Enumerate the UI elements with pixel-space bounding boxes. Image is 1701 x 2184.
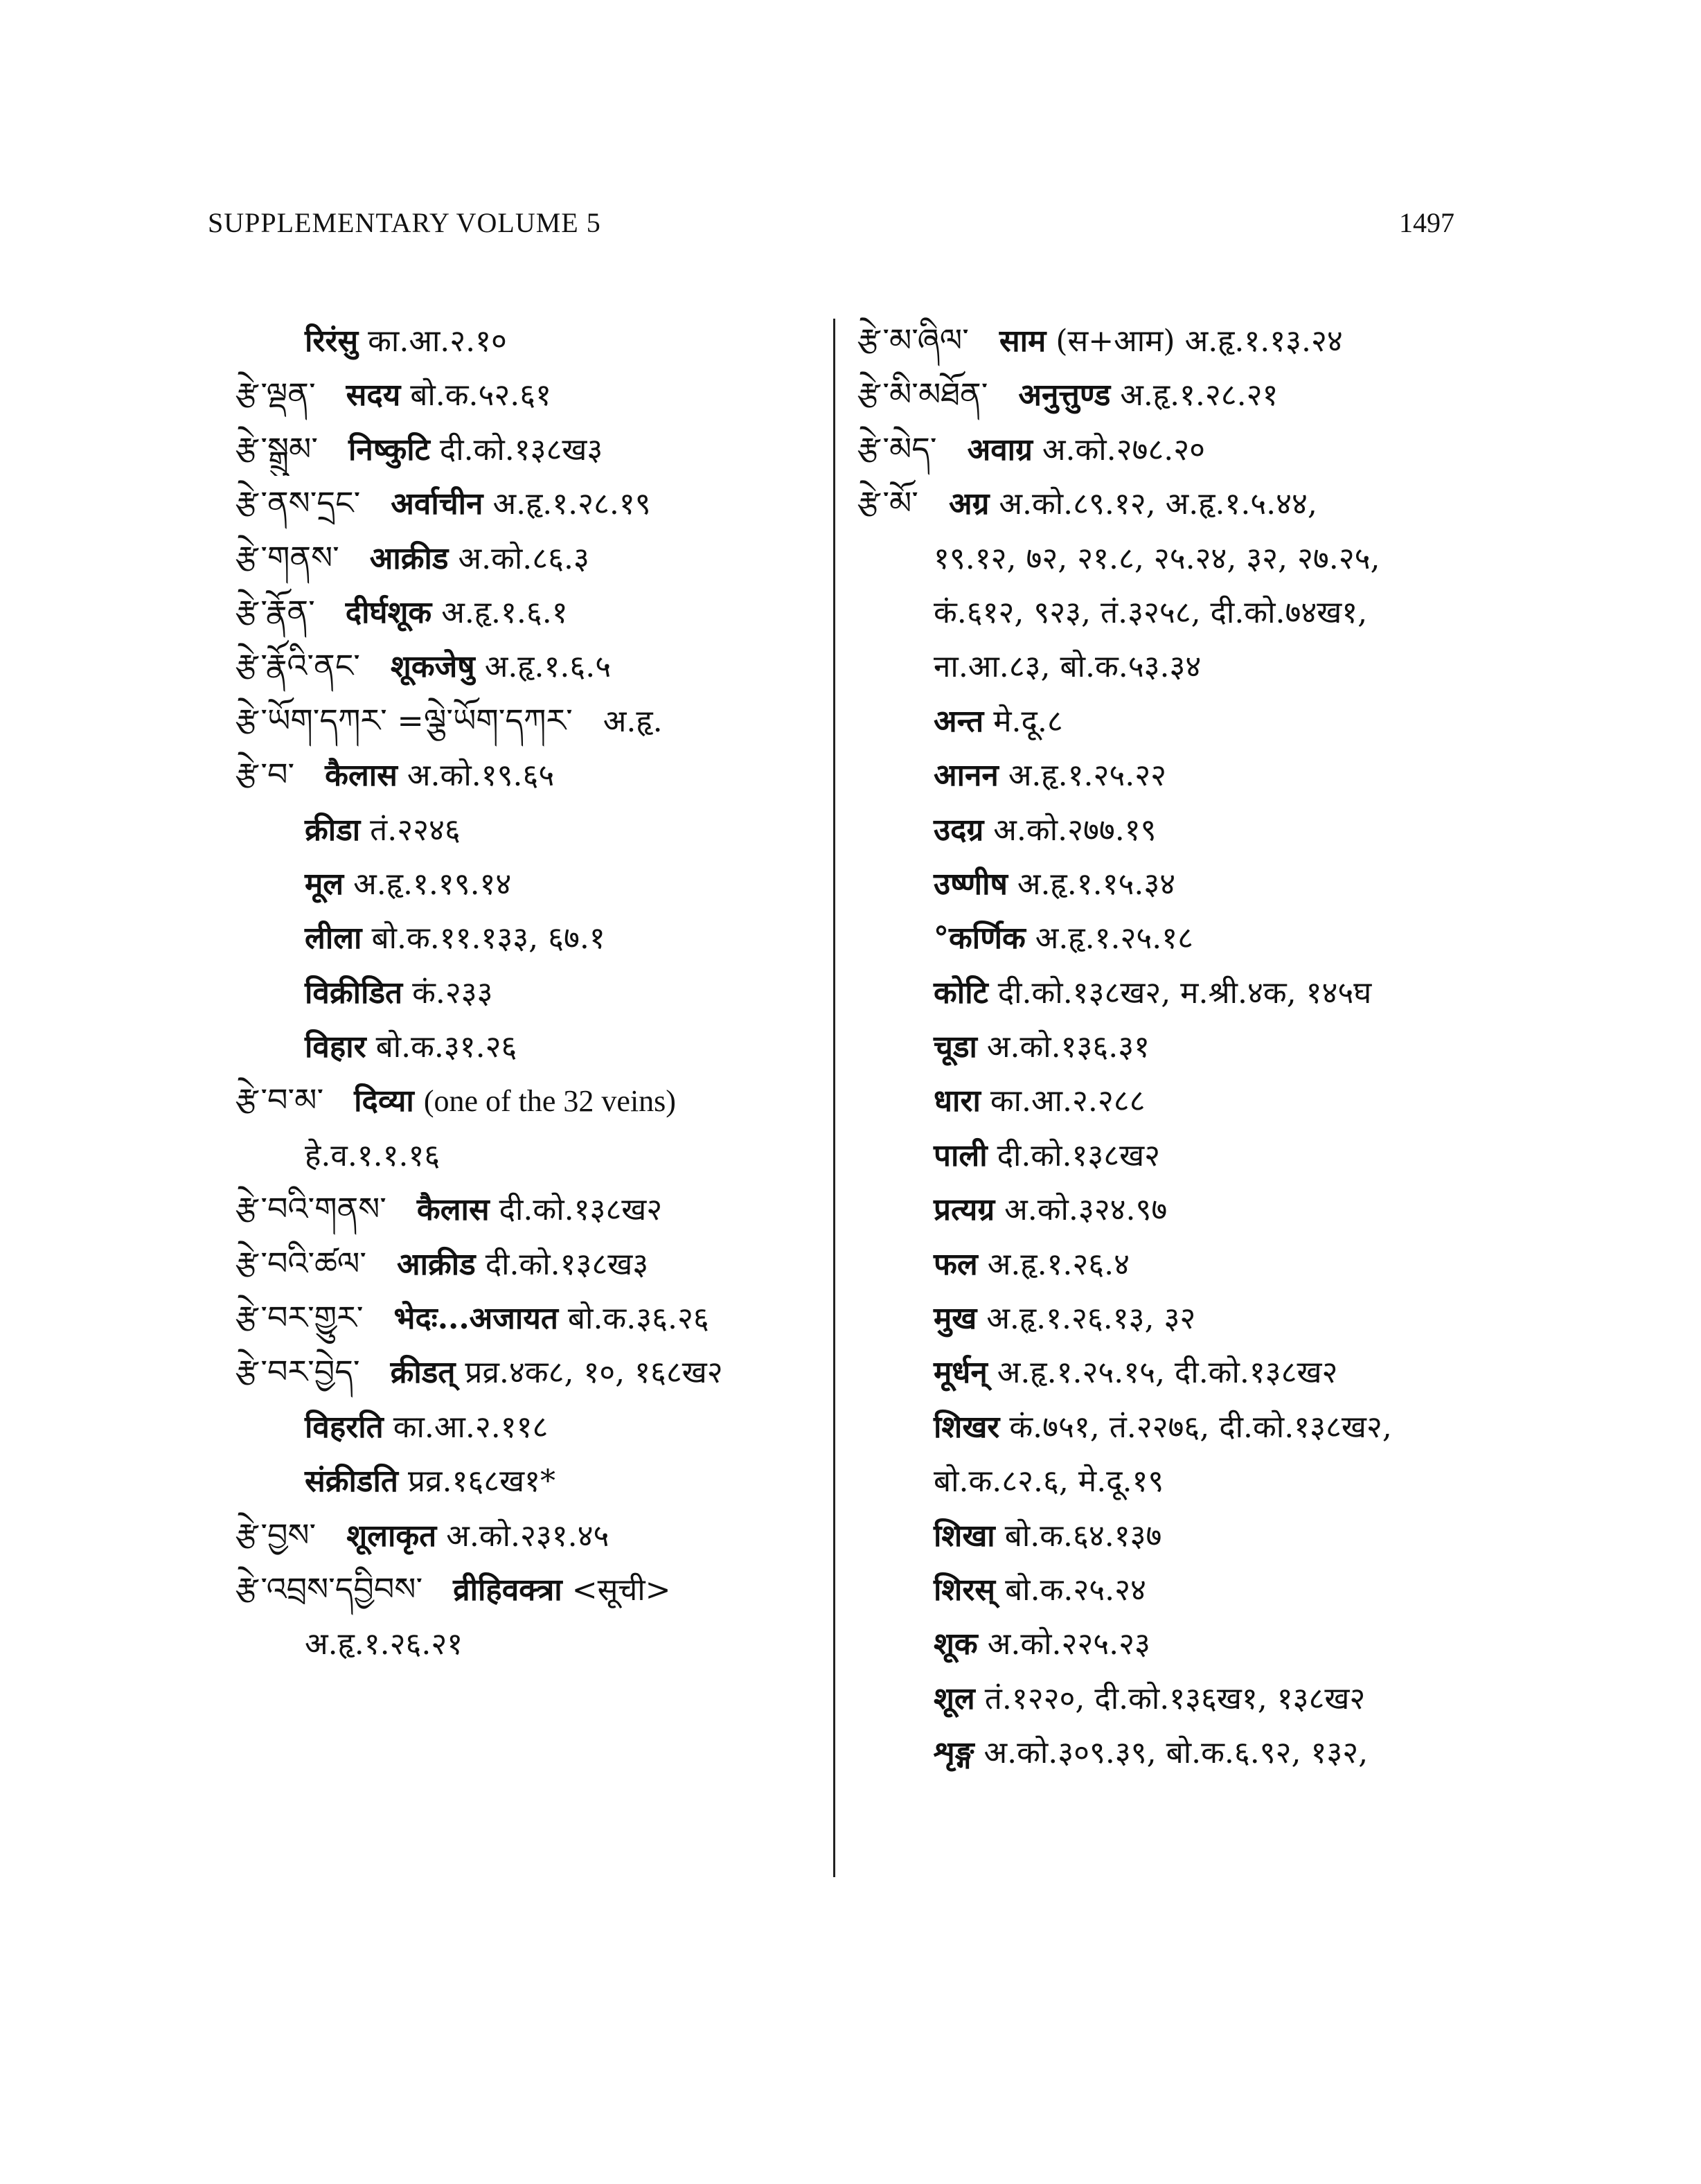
source-references: (स+आम) अ.हृ.१.१३.२४ — [1056, 323, 1343, 359]
tibetan-headword: རྩེ་སྒྲུམ་ — [235, 429, 319, 468]
dictionary-line — [857, 1344, 1647, 1399]
page-number: 1497 — [1399, 207, 1454, 238]
source-references: अ.हृ.१.१५.३४ — [1017, 866, 1176, 902]
sanskrit-equivalent: मूर्धन् — [934, 1355, 988, 1391]
dictionary-line — [235, 965, 817, 1019]
sanskrit-equivalent: शूल — [934, 1680, 975, 1716]
source-references: तं.२२४६ — [370, 812, 461, 848]
sanskrit-equivalent: शूकजेषु — [390, 649, 475, 685]
right-column — [857, 313, 1647, 1779]
source-references: अ.हृ.१.२८.२१ — [1120, 378, 1279, 414]
source-references: दी.को.१३८ख२, म.श्री.४क, १४५घ — [997, 975, 1372, 1011]
column-divider — [833, 319, 835, 1877]
tibetan-headword: རྩེ་མེད་ — [857, 429, 937, 468]
source-references: <सूची> — [571, 1572, 671, 1608]
dictionary-line — [857, 856, 1647, 910]
tibetan-headword: རྩེ་འབྲས་དབྱིབས་ — [235, 1570, 423, 1608]
source-references: का.आ.२.१० — [368, 323, 507, 359]
dictionary-line — [857, 1019, 1647, 1073]
sanskrit-equivalent: विहार — [305, 1029, 366, 1065]
source-references: दी.को.१३८ख२ — [997, 1137, 1161, 1173]
tibetan-headword: རྩེ་ལྡན་ — [235, 375, 316, 414]
sanskrit-equivalent: मुख — [934, 1301, 977, 1337]
source-references: अ.को.३२४.९७ — [1004, 1192, 1168, 1228]
sanskrit-equivalent: अग्र — [948, 486, 990, 522]
dictionary-line — [235, 1019, 817, 1073]
source-references: प्रव्र.४क८, १०, १६८ख२ — [465, 1355, 723, 1391]
source-references: अ.हृ.१.२८.१९ — [492, 486, 651, 522]
sanskrit-equivalent: पाली — [934, 1137, 988, 1173]
source-references: १९.१२, ७२, २१.८, २५.२४, ३२, २७.२५, — [934, 540, 1380, 576]
source-references: बो.क.३१.२६ — [375, 1029, 517, 1065]
sanskrit-equivalent: विक्रीडित — [305, 975, 403, 1011]
dictionary-line — [857, 802, 1647, 856]
source-references: अ.हृ.१.६.१ — [441, 594, 568, 630]
source-references: बो.क.५२.६१ — [410, 378, 552, 414]
source-references: बो.क.६४.१३७ — [1004, 1518, 1162, 1554]
dictionary-line — [235, 1182, 817, 1236]
source-references: कं.७५१, तं.२२७६, दी.को.१३८ख२, — [1009, 1409, 1392, 1445]
dictionary-line — [235, 1290, 817, 1344]
tibetan-headword: རྩེ་བའི་གནས་ — [235, 1190, 386, 1228]
dictionary-line — [857, 1453, 1647, 1507]
tibetan-headword: རྩེ་རྣོན་ — [235, 592, 315, 630]
dictionary-line — [857, 367, 1647, 421]
sanskrit-equivalent: कोटि — [934, 975, 988, 1011]
source-references: बो.क.३६.२६ — [567, 1301, 709, 1337]
dictionary-line — [235, 531, 817, 585]
tibetan-headword: རྩེ་བར་བྱེད་ — [235, 1353, 360, 1391]
sanskrit-equivalent: उदग्र — [934, 812, 984, 848]
sanskrit-equivalent: कैलास — [416, 1192, 490, 1228]
dictionary-line — [857, 1671, 1647, 1725]
dictionary-line — [857, 1725, 1647, 1779]
source-references: का.आ.२.११८ — [393, 1409, 549, 1445]
dictionary-line — [235, 747, 817, 801]
dictionary-line — [857, 1399, 1647, 1453]
dictionary-line — [857, 313, 1647, 367]
dictionary-line — [857, 639, 1647, 693]
source-references: दी.को.१३८ख२ — [499, 1192, 663, 1228]
tibetan-headword: རྩེ་རྣོའི་ནང་ — [235, 647, 360, 685]
sanskrit-equivalent: अवाग्र — [967, 432, 1033, 468]
source-references: कं.२३३ — [412, 975, 493, 1011]
sanskrit-equivalent: क्रीडा — [305, 812, 361, 848]
sanskrit-equivalent: अनुत्तुण्ड — [1018, 378, 1111, 414]
source-references: अ.हृ.१.२६.४ — [987, 1246, 1130, 1282]
source-references: अ.को.२२५.२३ — [987, 1626, 1150, 1662]
source-references: अ.हृ.१.२६.१३, ३२ — [986, 1301, 1196, 1337]
source-references: दी.को.१३८ख३ — [485, 1246, 649, 1282]
source-references: अ.हृ.१.२५.२२ — [1008, 758, 1166, 794]
source-references: अ.को.२७७.१९ — [993, 812, 1157, 848]
dictionary-line — [235, 1616, 817, 1670]
tibetan-headword: རྩེ་གནས་ — [235, 538, 339, 576]
source-references: अ.को.१३६.३१ — [986, 1029, 1150, 1065]
tibetan-headword: རྩེ་བྱས་ — [235, 1516, 317, 1554]
source-references: अ.को.३०९.३९, बो.क.६.९२, १३२, — [983, 1735, 1369, 1771]
source-references: अ.हृ. — [603, 703, 663, 739]
source-references: बो.क.२५.२४ — [1005, 1572, 1146, 1608]
tibetan-headword: རྩེ་བ་མ་ — [235, 1081, 324, 1119]
sanskrit-equivalent: शूक — [934, 1626, 978, 1662]
dictionary-line — [235, 693, 817, 747]
dictionary-line — [235, 585, 817, 639]
dictionary-line — [235, 1508, 817, 1562]
dictionary-line — [857, 1236, 1647, 1290]
sanskrit-equivalent: चूडा — [934, 1029, 977, 1065]
sanskrit-equivalent: आनन — [934, 758, 999, 794]
left-column — [235, 313, 817, 1671]
source-references: बो.क.११.१३३, ६७.१ — [371, 921, 605, 957]
dictionary-line — [235, 1344, 817, 1399]
dictionary-line — [235, 1453, 817, 1507]
tibetan-headword: རྩེ་མ་ཞིལ་ — [857, 321, 969, 359]
source-references: ना.आ.८३, बो.क.५३.३४ — [934, 649, 1202, 685]
sanskrit-equivalent: उष्णीष — [934, 866, 1008, 902]
dictionary-line — [235, 476, 817, 530]
dictionary-line — [235, 856, 817, 910]
dictionary-line — [857, 910, 1647, 964]
dictionary-line — [235, 1073, 817, 1127]
source-references: अ.हृ.१.६.५ — [484, 649, 612, 685]
source-references: कं.६१२, ९२३, तं.३२५८, दी.को.७४ख१, — [934, 594, 1368, 630]
dictionary-line — [857, 1508, 1647, 1562]
source-references: दी.को.१३८ख३ — [439, 432, 603, 468]
source-references: बो.क.८२.६, मे.दू.१९ — [934, 1464, 1164, 1500]
sanskrit-equivalent: अन्त — [934, 703, 984, 739]
source-references: मे.दू.८ — [993, 703, 1063, 739]
source-references: अ.को.२७८.२० — [1042, 432, 1206, 468]
dictionary-line — [857, 422, 1647, 476]
sanskrit-equivalent: शृङ्ग — [934, 1735, 974, 1771]
dictionary-line — [857, 1073, 1647, 1127]
dictionary-line — [235, 1236, 817, 1290]
sanskrit-equivalent: अर्वाचीन — [391, 486, 483, 522]
sanskrit-equivalent: फल — [934, 1246, 978, 1282]
dictionary-line — [235, 1562, 817, 1616]
dictionary-line — [235, 1399, 817, 1453]
gloss-note: (one of the 32 veins) — [423, 1084, 676, 1119]
sanskrit-equivalent: कैलास — [325, 758, 398, 794]
dictionary-line — [857, 476, 1647, 530]
sanskrit-equivalent: क्रीडत् — [390, 1355, 456, 1391]
dictionary-line — [235, 422, 817, 476]
sanskrit-equivalent: व्रीहिवक्त्रा — [453, 1572, 562, 1608]
dictionary-line — [857, 531, 1647, 585]
sanskrit-equivalent: शूलाकृत — [346, 1518, 437, 1554]
source-references: अ.हृ.१.२६.२१ — [305, 1626, 463, 1662]
source-references: अ.को.१९.६५ — [407, 758, 555, 794]
dictionary-line — [235, 639, 817, 693]
tibetan-headword: རྩེ་བར་གྱུར་ — [235, 1299, 364, 1337]
source-references: प्रव्र.१६८ख१* — [407, 1464, 555, 1500]
dictionary-line — [857, 693, 1647, 747]
tibetan-headword: རྩེ་མི་མཐོན་ — [857, 375, 988, 414]
dictionary-line — [857, 1616, 1647, 1670]
dictionary-line — [857, 965, 1647, 1019]
source-references: हे.व.१.१.१६ — [305, 1137, 440, 1173]
dictionary-line — [235, 910, 817, 964]
sanskrit-equivalent: साम — [999, 323, 1047, 359]
dictionary-line — [235, 367, 817, 421]
sanskrit-equivalent: °कर्णिक — [934, 921, 1026, 957]
sanskrit-equivalent: विहरति — [305, 1409, 384, 1445]
sanskrit-equivalent: धारा — [934, 1083, 981, 1119]
source-references: का.आ.२.२८८ — [990, 1083, 1146, 1119]
tibetan-headword: རྩེ་བ་ — [235, 756, 295, 794]
running-head: SUPPLEMENTARY VOLUME 5 — [208, 207, 601, 238]
sanskrit-equivalent: लीला — [305, 921, 362, 957]
source-references: अ.हृ.१.२५.१५, दी.को.१३८ख२ — [997, 1355, 1338, 1391]
source-references: अ.हृ.१.१९.१४ — [353, 866, 512, 902]
source-references: अ.को.८६.३ — [458, 540, 589, 576]
source-references: अ.हृ.१.२५.१८ — [1035, 921, 1193, 957]
tibetan-headword: རྩེ་མོ་ — [857, 484, 918, 522]
dictionary-line — [857, 1128, 1647, 1182]
sanskrit-equivalent: मूल — [305, 866, 344, 902]
tibetan-headword: རྩེ་ཡོག་དཀར་ =ལྕེ་ཡོག་དཀར་ — [235, 701, 573, 739]
sanskrit-equivalent: संक्रीडति — [305, 1464, 398, 1500]
sanskrit-equivalent: आक्रीड — [369, 540, 449, 576]
source-references: तं.१२२०, दी.को.१३६ख१, १३८ख२ — [984, 1680, 1366, 1716]
dictionary-line — [857, 1562, 1647, 1616]
sanskrit-equivalent: निष्कुटि — [348, 432, 430, 468]
sanskrit-equivalent: शिरस् — [934, 1572, 996, 1608]
sanskrit-equivalent: शिखर — [934, 1409, 1000, 1445]
dictionary-line — [857, 585, 1647, 639]
sanskrit-equivalent: शिखा — [934, 1518, 995, 1554]
tibetan-headword: རྩེ་ནས་དྲང་ — [235, 484, 361, 522]
tibetan-headword: རྩེ་བའི་ཚལ་ — [235, 1244, 367, 1282]
sanskrit-equivalent: आक्रीड — [397, 1246, 476, 1282]
dictionary-line — [857, 1182, 1647, 1236]
sanskrit-equivalent: दीर्घशूक — [345, 594, 432, 630]
sanskrit-equivalent: प्रत्यग्र — [934, 1192, 995, 1228]
dictionary-line — [857, 1290, 1647, 1344]
sanskrit-equivalent: सदय — [346, 378, 401, 414]
sanskrit-equivalent: भेदः...अजायत — [393, 1301, 558, 1337]
dictionary-line — [235, 802, 817, 856]
dictionary-line — [235, 313, 817, 367]
sanskrit-equivalent: दिव्या — [354, 1083, 414, 1119]
dictionary-line — [857, 747, 1647, 801]
dictionary-line — [235, 1128, 817, 1182]
source-references: अ.को.८९.१२, अ.हृ.१.५.४४, — [999, 486, 1317, 522]
sanskrit-equivalent: रिरंसु — [305, 323, 359, 359]
source-references: अ.को.२३१.४५ — [446, 1518, 609, 1554]
